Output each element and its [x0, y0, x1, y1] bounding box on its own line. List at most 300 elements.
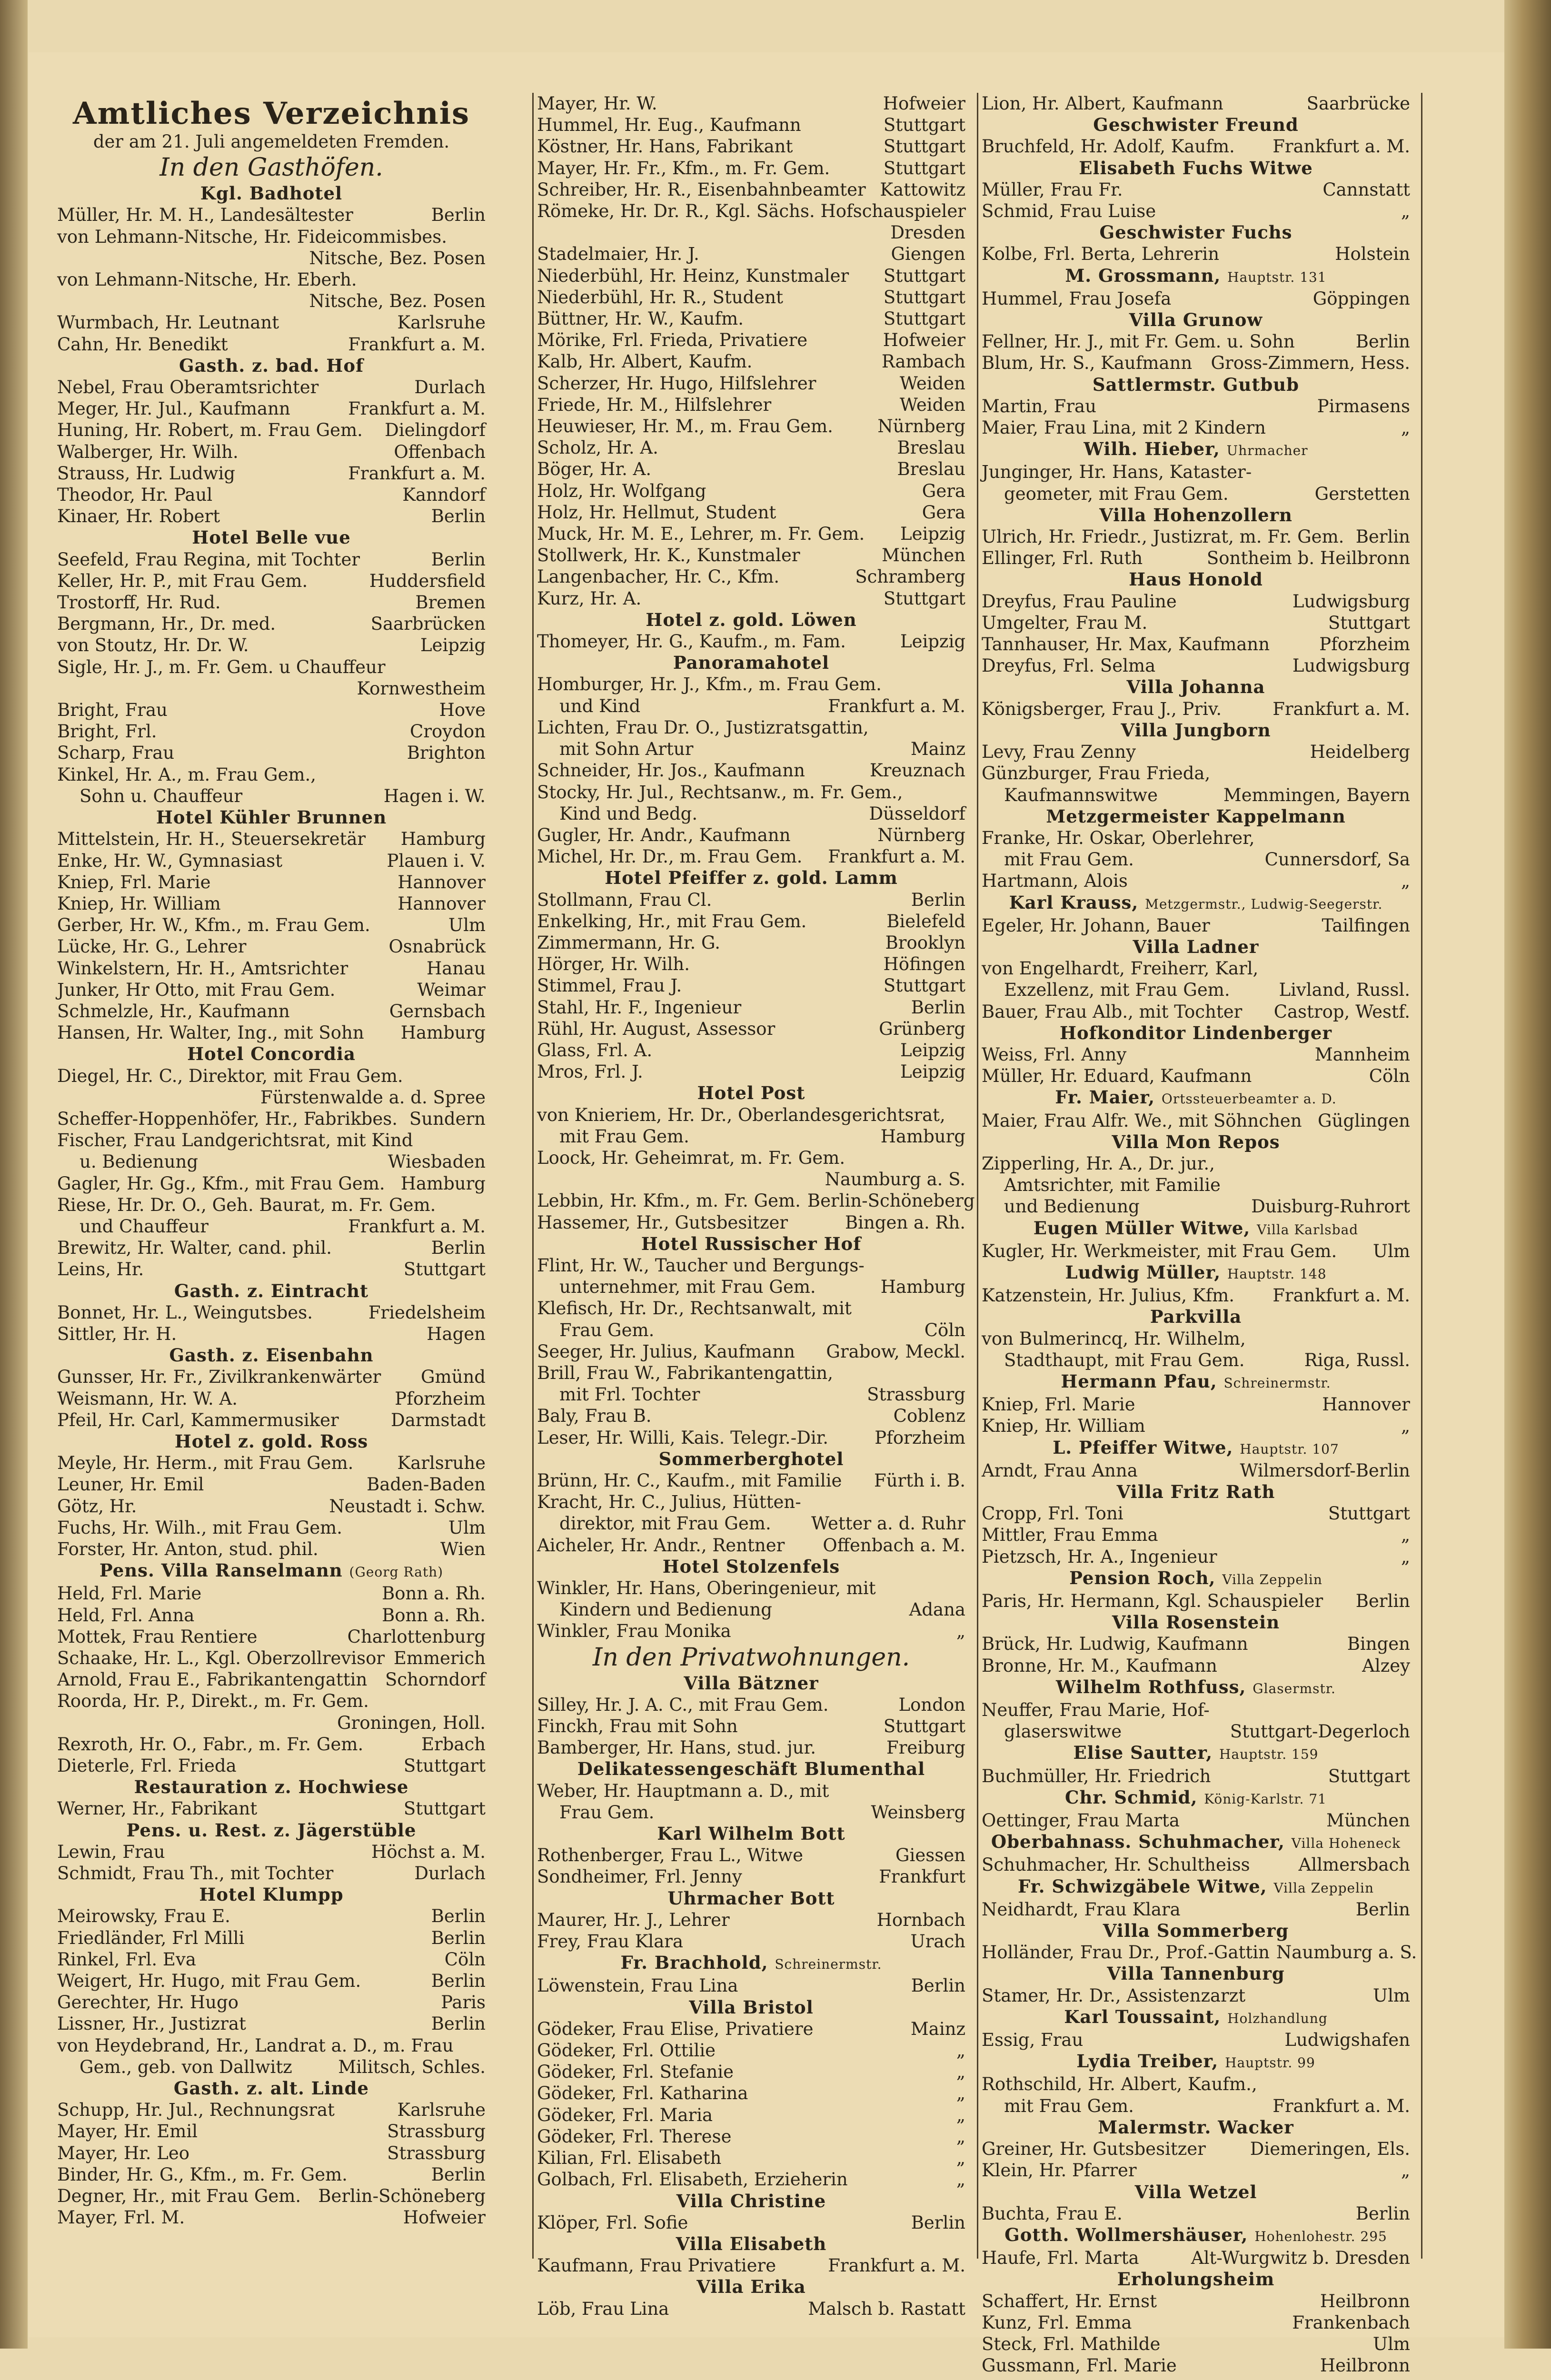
lodging-heading: [982, 1131, 1410, 1153]
guest-entry: [57, 699, 486, 721]
guest-name: Mayer, Frl. M.: [57, 2207, 185, 2228]
guest-name: Zimmermann, Hr. G.: [537, 932, 721, 953]
guest-origin: Alzey: [1362, 1655, 1410, 1676]
guest-name: Glass, Frl. A.: [537, 1040, 653, 1061]
guest-origin: Berlin: [431, 1971, 486, 1992]
column-rule: [1421, 93, 1422, 2259]
lodging-heading: [537, 1952, 965, 1975]
guest-entry: [57, 914, 486, 936]
guest-entry: [537, 1802, 965, 1823]
guest-entry: [537, 2082, 965, 2104]
guest-name: Essig, Frau: [982, 2030, 1084, 2051]
guest-origin: „: [956, 2062, 965, 2082]
guest-name: glaserswitwe: [982, 1721, 1122, 1742]
guest-origin: [1403, 958, 1410, 979]
guest-origin: Stuttgart: [403, 1755, 486, 1776]
lodging-name: Hotel Post: [697, 1082, 805, 1104]
lodging-name: Wilh. Hieber,: [1084, 438, 1220, 460]
guest-origin: Huddersfield: [369, 570, 486, 591]
guest-origin: Stuttgart: [1328, 1503, 1410, 1524]
guest-origin: Frankfurt a. M.: [828, 846, 965, 867]
guest-name: Kracht, Hr. C., Julius, Hütten-: [537, 1492, 801, 1513]
guest-name: u. Bedienung: [57, 1151, 199, 1172]
guest-entry: [982, 1546, 1410, 1567]
guest-name: Niederbühl, Hr. R., Student: [537, 287, 783, 307]
lodging-heading: [537, 1758, 965, 1780]
guest-name: Müller, Hr. M. H., Landesältester: [57, 205, 353, 226]
guest-entry: [537, 1276, 965, 1298]
guest-origin: Nitsche, Bez. Posen: [309, 291, 486, 312]
guest-origin: Sontheim b. Heilbronn: [1206, 548, 1410, 569]
guest-name: Schupp, Hr. Jul., Rechnungsrat: [57, 2100, 335, 2121]
guest-origin: Weiden: [899, 373, 965, 394]
lodging-note: Hauptstr. 107: [1240, 1441, 1339, 1457]
guest-name: Keller, Hr. P., mit Frau Gem.: [57, 570, 308, 591]
guest-name: Pfeil, Hr. Carl, Kammermusiker: [57, 1409, 339, 1430]
lodging-heading: [537, 1888, 965, 1909]
guest-entry: [982, 417, 1410, 438]
guest-entry: [537, 889, 965, 911]
guest-origin: Hofweier: [883, 93, 965, 114]
lodging-heading: [982, 309, 1410, 331]
lodging-name: Sattlermstr. Gutbub: [1092, 374, 1300, 395]
guest-entry: [537, 717, 965, 738]
guest-origin: Frankfurt a. M.: [348, 1216, 486, 1237]
guest-entry: [57, 872, 486, 893]
guest-origin: [959, 782, 965, 803]
guest-name: Kindern und Bedienung: [537, 1599, 772, 1620]
guest-entry: [57, 635, 486, 656]
guest-name: Dieterle, Frl. Frieda: [57, 1755, 237, 1776]
lodging-name: Pens. Villa Ranselmann: [99, 1560, 343, 1581]
guest-entry: [537, 502, 965, 523]
guest-origin: Frankfurt a. M.: [828, 2255, 965, 2276]
guest-name: Schaake, Hr. L., Kgl. Oberzollrevisor: [57, 1648, 385, 1669]
guest-name: Dreyfus, Frau Pauline: [982, 591, 1177, 612]
guest-origin: [1403, 461, 1410, 483]
guest-entry: [57, 1108, 486, 1130]
guest-origin: Berlin-Schöneberg: [318, 2186, 486, 2207]
lodging-heading: [537, 2276, 965, 2298]
guest-entry: [982, 1854, 1410, 1875]
guest-origin: Berlin: [1355, 1899, 1410, 1920]
lodging-heading: [982, 892, 1410, 915]
guest-origin: Offenbach: [394, 441, 486, 462]
guest-entry: [57, 958, 486, 979]
guest-origin: Osnabrück: [388, 936, 486, 957]
guest-entry: [982, 2029, 1410, 2051]
guest-name: Meyle, Hr. Herm., mit Frau Gem.: [57, 1453, 354, 1474]
guest-origin: [479, 1130, 486, 1151]
guest-name: Degner, Hr., mit Frau Gem.: [57, 2186, 301, 2207]
guest-origin: „: [956, 2169, 965, 2190]
lodging-heading: [982, 374, 1410, 396]
guest-origin: Alt-Wurgwitz b. Dresden: [1191, 2248, 1410, 2269]
guest-name: Bauer, Frau Alb., mit Tochter: [982, 1001, 1243, 1022]
guest-origin: Pforzheim: [1319, 634, 1410, 655]
guest-name: mit Frau Gem.: [982, 849, 1134, 870]
guest-entry: [537, 1535, 965, 1556]
lodging-name: M. Grossmann,: [1065, 265, 1221, 286]
guest-origin: Paris: [441, 1992, 486, 2013]
lodging-heading: [982, 2269, 1410, 2290]
guest-entry: [57, 1001, 486, 1022]
lodging-name: Hotel z. gold. Ross: [174, 1430, 368, 1452]
guest-origin: Bielefeld: [886, 911, 965, 932]
guest-name: Hansen, Hr. Walter, Ing., mit Sohn: [57, 1022, 364, 1043]
guest-name: Maier, Frau Lina, mit 2 Kindern: [982, 417, 1266, 438]
guest-entry: [57, 1496, 486, 1517]
lodging-heading: [982, 1306, 1410, 1328]
guest-origin: Berlin: [911, 2212, 965, 2233]
guest-name: Umgelter, Frau M.: [982, 612, 1148, 633]
lodging-heading: [982, 1262, 1410, 1285]
guest-entry: [982, 1153, 1410, 1174]
guest-origin: Memmingen, Bayern: [1223, 784, 1410, 805]
guest-origin: Bonn a. Rh.: [382, 1605, 486, 1626]
guest-entry: [537, 674, 965, 695]
lodging-heading: [982, 1742, 1410, 1765]
guest-name: Martin, Frau: [982, 396, 1096, 416]
lodging-name: Karl Wilhelm Bott: [657, 1823, 845, 1844]
guest-origin: Stuttgart-Degerloch: [1230, 1721, 1410, 1742]
guest-entry: [57, 419, 486, 441]
guest-name: Stadthaupt, mit Frau Gem.: [982, 1349, 1245, 1370]
guest-entry: [57, 1022, 486, 1043]
guest-entry: [57, 1173, 486, 1194]
lodging-heading: [982, 158, 1410, 179]
guest-origin: [1403, 2073, 1410, 2095]
lodging-note: Villa Zeppelin: [1222, 1571, 1322, 1587]
guest-origin: Ludwigsburg: [1292, 655, 1410, 676]
guest-origin: Neustadt i. Schw.: [329, 1496, 486, 1517]
guest-origin: Kattowitz: [880, 179, 965, 200]
guest-origin: Karlsruhe: [397, 2100, 486, 2121]
guest-name: Kugler, Hr. Werkmeister, mit Frau Gem.: [982, 1240, 1337, 1261]
guest-origin: Schorndorf: [385, 1669, 486, 1690]
guest-entry: [57, 828, 486, 850]
guest-name: Kinkel, Hr. A., m. Frau Gem.,: [57, 764, 317, 785]
masthead: [57, 93, 486, 152]
guest-entry: [982, 1001, 1410, 1022]
lodging-heading: [537, 1823, 965, 1844]
guest-name: Stollwerk, Hr. K., Kunstmaler: [537, 545, 800, 566]
guest-origin: „: [1401, 871, 1410, 892]
lodging-note: Metzgermstr., Ludwig-Seegerstr.: [1145, 896, 1383, 912]
guest-origin: Höchst a. M.: [371, 1841, 486, 1862]
guest-entry: [982, 2247, 1410, 2269]
lodging-name: Elisabeth Fuchs Witwe: [1079, 157, 1313, 178]
guest-entry: [57, 1194, 486, 1216]
guest-entry: [537, 2040, 965, 2061]
guest-name: Schaffert, Hr. Ernst: [982, 2291, 1157, 2311]
guest-origin: „: [1401, 201, 1410, 222]
guest-origin: München: [882, 545, 965, 566]
guest-entry: [57, 463, 486, 484]
guest-entry: [537, 416, 965, 437]
guest-origin: Hanau: [426, 958, 486, 979]
guest-entry: [982, 547, 1410, 569]
guest-entry: [982, 1503, 1410, 1524]
guest-origin: Nürnberg: [877, 416, 965, 437]
guest-origin: Stuttgart: [1328, 1765, 1410, 1786]
guest-name: Scholz, Hr. A.: [537, 437, 658, 458]
lodging-name: Karl Toussaint,: [1064, 2006, 1221, 2027]
guest-entry: [57, 377, 486, 398]
guest-origin: [959, 1298, 965, 1319]
guest-origin: Mainz: [910, 739, 965, 760]
guest-origin: Erbach: [421, 1734, 486, 1755]
lodging-name: Ludwig Müller,: [1065, 1261, 1221, 1283]
guest-origin: Offenbach a. M.: [823, 1535, 965, 1556]
lodging-name: Hotel Kühler Brunnen: [156, 807, 387, 828]
guest-origin: Mannheim: [1314, 1044, 1410, 1065]
guest-name: Cahn, Hr. Benedikt: [57, 334, 228, 355]
guest-origin: Allmersbach: [1298, 1854, 1410, 1875]
lodging-note: Villa Zeppelin: [1273, 1880, 1374, 1896]
guest-name: Fuchs, Hr. Wilh., mit Frau Gem.: [57, 1517, 342, 1538]
lodging-heading: [57, 807, 486, 828]
guest-name: Brill, Frau W., Fabrikantengattin,: [537, 1362, 833, 1383]
lodging-name: Fr. Maier,: [1055, 1087, 1155, 1108]
guest-name: geometer, mit Frau Gem.: [982, 483, 1229, 504]
guest-name: Stimmel, Frau J.: [537, 975, 682, 996]
guest-name: unternehmer, mit Frau Gem.: [537, 1277, 816, 1298]
guest-entry: [537, 1470, 965, 1491]
guest-entry: [537, 953, 965, 975]
guest-name: Kolbe, Frl. Berta, Lehrerin: [982, 244, 1220, 265]
guest-name: Bergmann, Hr., Dr. med.: [57, 614, 276, 635]
guest-origin: „: [956, 2083, 965, 2104]
guest-entry: [982, 698, 1410, 720]
guest-name: mit Frau Gem.: [982, 2095, 1134, 2116]
guest-origin: Stuttgart: [883, 136, 965, 157]
guest-entry: [57, 1366, 486, 1388]
guest-origin: Nitsche, Bez. Posen: [309, 248, 486, 268]
guest-origin: Berlin: [431, 1238, 486, 1259]
guest-name: Winkelstern, Hr. H., Amtsrichter: [57, 958, 348, 979]
guest-name: Wurmbach, Hr. Leutnant: [57, 312, 279, 333]
guest-entry: [537, 695, 965, 717]
guest-entry: [982, 288, 1410, 309]
lodging-name: Lydia Treiber,: [1076, 2051, 1219, 2072]
guest-entry: [982, 870, 1410, 892]
guest-name: Mittler, Frau Emma: [982, 1525, 1158, 1546]
guest-origin: Leipzig: [900, 524, 965, 545]
guest-origin: Hofweier: [403, 2207, 486, 2228]
guest-entry: [537, 2104, 965, 2126]
guest-origin: Rambach: [881, 351, 965, 372]
guest-entry: [982, 396, 1410, 417]
guest-origin: Heilbronn: [1320, 2355, 1410, 2376]
guest-origin: [959, 1491, 965, 1513]
guest-name: Scherzer, Hr. Hugo, Hilfslehrer: [537, 373, 816, 394]
guest-name: mit Frau Gem.: [537, 1126, 689, 1147]
guest-name: Böger, Hr. A.: [537, 459, 652, 480]
lodging-name: Panoramahotel: [673, 652, 830, 674]
guest-entry: [57, 1237, 486, 1259]
guest-entry: [537, 1362, 965, 1384]
guest-origin: Stuttgart: [883, 975, 965, 996]
guest-entry: [537, 93, 965, 114]
guest-origin: Wilmersdorf-Berlin: [1240, 1460, 1410, 1481]
guest-origin: Weimar: [417, 979, 486, 1000]
guest-name: von Bulmerincq, Hr. Wilhelm,: [982, 1328, 1246, 1349]
guest-origin: Nürnberg: [877, 824, 965, 845]
guest-name: Zipperling, Hr. A., Dr. jur.,: [982, 1153, 1215, 1174]
guest-name: Langenbacher, Hr. C., Kfm.: [537, 566, 780, 587]
lodging-heading: [982, 1371, 1410, 1394]
lodging-note: Glasermstr.: [1253, 1680, 1336, 1696]
lodging-name: Villa Wetzel: [1134, 2181, 1257, 2202]
guest-entry: [57, 484, 486, 506]
guest-name: Enke, Hr. W., Gymnasiast: [57, 850, 283, 871]
lodging-heading: [57, 355, 486, 377]
guest-origin: Hove: [439, 700, 486, 721]
guest-entry: [982, 979, 1410, 1001]
guest-name: Scheffer-Hoppenhöfer, Hr., Fabrikbes.: [57, 1108, 398, 1129]
guest-name: Sondheimer, Frl. Jenny: [537, 1866, 742, 1887]
guest-entry: [982, 1942, 1417, 1963]
guest-origin: Durlach: [414, 377, 486, 398]
column-1-entries: [57, 152, 486, 2228]
guest-entry: [57, 721, 486, 742]
guest-entry: [982, 1174, 1410, 1196]
guest-name: Rothschild, Hr. Albert, Kaufm.,: [982, 2074, 1257, 2095]
guest-entry: [537, 846, 965, 867]
guest-name: Königsberger, Frau J., Priv.: [982, 698, 1222, 719]
lodging-note: König-Karlstr. 71: [1204, 1791, 1327, 1807]
guest-name: Gagler, Hr. Gg., Kfm., mit Frau Gem.: [57, 1173, 385, 1194]
lodging-heading: [57, 183, 486, 204]
guest-name: Neuffer, Frau Marie, Hof-: [982, 1700, 1210, 1721]
guest-origin: Berlin: [431, 205, 486, 226]
guest-origin: London: [898, 1694, 965, 1715]
guest-name: Bruchfeld, Hr. Adolf, Kaufm.: [982, 136, 1235, 157]
guest-name: Frau Gem.: [537, 1802, 655, 1823]
guest-origin: Berlin: [431, 1906, 486, 1927]
guest-origin: Hornbach: [876, 1909, 965, 1930]
guest-entry: [982, 1328, 1410, 1349]
guest-entry: [982, 612, 1410, 634]
guest-origin: Cannstatt: [1322, 179, 1410, 200]
guest-entry: [982, 655, 1410, 676]
guest-name: Müller, Hr. Eduard, Kaufmann: [982, 1066, 1252, 1087]
guest-entry: [57, 2142, 486, 2164]
guest-origin: Giessen: [895, 1845, 965, 1866]
guest-entry: [537, 588, 965, 609]
guest-name: Schreiber, Hr. R., Eisenbahnbeamter: [537, 179, 866, 200]
guest-origin: [1403, 763, 1410, 784]
guest-entry: [537, 1212, 965, 1233]
guest-entry: [982, 958, 1410, 979]
section-heading: In den Privatwohnungen.: [592, 1643, 910, 1672]
guest-origin: [479, 2035, 486, 2056]
guest-origin: Leipzig: [420, 635, 486, 656]
guest-origin: Stuttgart: [883, 308, 965, 329]
lodging-name: Uhrmacher Bott: [667, 1887, 835, 1909]
guest-entry: [537, 1255, 965, 1276]
guest-origin: Kanndorf: [402, 485, 486, 506]
guest-entry: [537, 329, 965, 351]
guest-name: Junginger, Hr. Hans, Kataster-: [982, 462, 1252, 483]
guest-entry: [57, 2099, 486, 2121]
lodging-note: Hauptstr. 159: [1219, 1746, 1319, 1763]
guest-name: Leser, Hr. Willi, Kais. Telegr.-Dir.: [537, 1427, 829, 1448]
guest-entry: [982, 1110, 1410, 1131]
guest-origin: Güglingen: [1318, 1110, 1410, 1131]
guest-name: Kunz, Frl. Emma: [982, 2312, 1132, 2333]
lodging-name: Gotth. Wollmershäuser,: [1004, 2224, 1248, 2245]
guest-origin: Frankenbach: [1292, 2312, 1410, 2333]
guest-name: Rinkel, Frl. Eva: [57, 1949, 196, 1970]
lodging-note: Hauptstr. 99: [1225, 2055, 1315, 2071]
lodging-name: Eugen Müller Witwe,: [1033, 1217, 1251, 1239]
guest-name: Michel, Hr. Dr., m. Frau Gem.: [537, 846, 803, 867]
guest-name: Mottek, Frau Rentiere: [57, 1626, 258, 1647]
guest-entry: [57, 1841, 486, 1863]
guest-entry: [57, 1734, 486, 1755]
guest-name: Rexroth, Hr. O., Fabr., m. Fr. Gem.: [57, 1734, 364, 1755]
guest-origin: „: [956, 2040, 965, 2061]
guest-entry: [57, 893, 486, 914]
guest-entry: [982, 1394, 1410, 1415]
guest-entry: [537, 287, 965, 308]
guest-origin: Sundern: [409, 1108, 486, 1129]
guest-name: Scharp, Frau: [57, 743, 175, 764]
guest-name: Baly, Frau B.: [537, 1406, 652, 1427]
guest-origin: München: [1326, 1810, 1410, 1831]
guest-entry: [982, 1044, 1410, 1065]
guest-name: Günzburger, Frau Frieda,: [982, 763, 1211, 784]
guest-name: Arnold, Frau E., Fabrikantengattin: [57, 1669, 368, 1690]
guest-origin: [479, 764, 486, 785]
guest-name: Kniep, Frl. Marie: [982, 1394, 1135, 1415]
guest-entry: [57, 1626, 486, 1647]
guest-name: Stocky, Hr. Jul., Rechtsanw., m. Fr. Gem.,: [537, 782, 903, 803]
guest-entry: [982, 331, 1410, 352]
guest-origin: Stuttgart: [883, 158, 965, 178]
lodging-name: Parkvilla: [1150, 1306, 1242, 1328]
guest-name: mit Sohn Artur: [537, 739, 694, 760]
page-left-edge: [0, 0, 28, 2349]
guest-origin: Pirmasens: [1317, 396, 1410, 416]
guest-origin: Hamburg: [880, 1126, 965, 1147]
guest-origin: Saarbrücken: [370, 614, 486, 635]
guest-origin: Strassburg: [387, 2142, 486, 2163]
lodging-name: Malermstr. Wacker: [1098, 2116, 1294, 2138]
guest-entry: [57, 1647, 486, 1669]
guest-entry: [57, 785, 486, 807]
lodging-name: Villa Hohenzollern: [1099, 504, 1292, 526]
guest-entry: [537, 1491, 965, 1513]
guest-entry: [57, 2164, 486, 2185]
guest-origin: [959, 1577, 965, 1599]
guest-origin: Stuttgart: [1328, 612, 1410, 633]
guest-entry: [57, 613, 486, 635]
guest-origin: „: [1401, 1525, 1410, 1546]
guest-name: Gunsser, Hr. Fr., Zivilkrankenwärter: [57, 1367, 381, 1388]
guest-entry: [537, 437, 965, 458]
guest-origin: Adana: [909, 1599, 965, 1620]
guest-origin: Ludwigshafen: [1284, 2030, 1410, 2051]
guest-name: von Lehmann-Nitsche, Hr. Eberh.: [57, 269, 357, 290]
guest-origin: Breslau: [897, 459, 965, 480]
guest-origin: [959, 1104, 965, 1126]
guest-entry: [537, 1780, 965, 1802]
guest-origin: Berlin: [911, 1975, 965, 1996]
guest-entry: [982, 1065, 1410, 1087]
